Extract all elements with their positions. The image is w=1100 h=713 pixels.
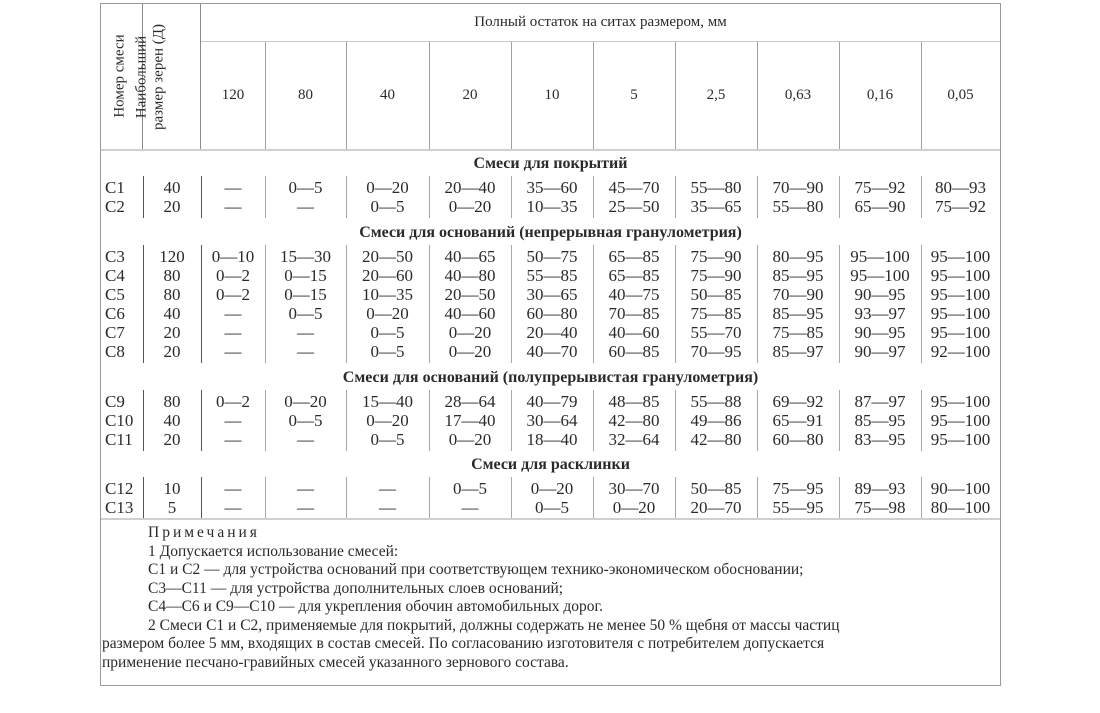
table-row [101, 304, 1000, 323]
header-column-divider [593, 42, 594, 149]
grading-table-document [100, 3, 1001, 686]
residue-range-cell: 70—90 [772, 285, 824, 304]
residue-range-cell: 15—30 [280, 247, 331, 266]
residue-range-cell: 80—100 [930, 498, 991, 517]
residue-range-cell: 75—85 [772, 323, 824, 342]
residue-range-cell: — [224, 323, 242, 342]
header-max-grain-line2: размер зерен (Д) [150, 24, 167, 131]
residue-range-cell: 85—97 [772, 342, 824, 361]
residue-range-cell: — [379, 498, 396, 517]
residue-range-cell: 65—91 [772, 411, 824, 430]
residue-range-cell: — [297, 498, 314, 517]
residue-range-cell: 42—80 [608, 411, 660, 430]
residue-range-cell: 17—40 [444, 411, 496, 430]
column-divider [265, 245, 266, 363]
residue-range-cell: 0—20 [448, 430, 492, 449]
table-row [101, 178, 1000, 197]
header-column-divider [265, 42, 266, 149]
residue-range-cell: — [224, 430, 242, 449]
residue-range-cell: 95—100 [930, 285, 991, 304]
mix-number-cell: С4 [105, 266, 125, 285]
residue-range-cell: — [224, 197, 242, 216]
column-divider [201, 245, 202, 363]
mix-number-cell: С12 [105, 479, 134, 498]
sieve-size-header: 5 [630, 87, 638, 103]
column-divider [201, 390, 202, 451]
residue-range-cell: 20—50 [362, 247, 413, 266]
max-grain-cell: 20 [163, 342, 181, 361]
mix-number-cell: С1 [105, 178, 125, 197]
column-divider [346, 176, 347, 218]
max-grain-cell: 80 [163, 392, 181, 411]
residue-range-cell: 40—60 [608, 323, 660, 342]
residue-range-cell: 15—40 [362, 392, 413, 411]
table-row [101, 197, 1000, 216]
residue-range-cell: 0—20 [366, 178, 409, 197]
residue-range-cell: 60—85 [608, 342, 660, 361]
mix-number-cell: С10 [105, 411, 134, 430]
residue-range-cell: — [224, 479, 242, 498]
residue-range-cell: 95—100 [930, 304, 991, 323]
sieve-size-header: 120 [221, 87, 245, 103]
table-row [101, 247, 1000, 266]
residue-range-cell: 55—95 [772, 498, 824, 517]
column-divider [511, 245, 512, 363]
residue-range-cell: 95—100 [930, 247, 991, 266]
header-sieve-group: Полный остаток на ситах размером, мм [474, 14, 727, 30]
column-divider [757, 176, 758, 218]
note-line: 1 Допускается использование смесей: [148, 542, 399, 560]
residue-range-cell: 92—100 [930, 342, 991, 361]
residue-range-cell: 0—5 [370, 197, 405, 216]
residue-range-cell: 55—70 [690, 323, 742, 342]
table-row [101, 392, 1000, 411]
residue-range-cell: 95—100 [850, 247, 910, 266]
mix-number-cell: С5 [105, 285, 125, 304]
residue-range-cell: 0—20 [448, 323, 492, 342]
table-row [101, 342, 1000, 361]
column-divider [839, 245, 840, 363]
note-line: применение песчано-гравийных смесей указанного зернового состава. [102, 653, 569, 671]
residue-range-cell: 20—40 [444, 178, 496, 197]
residue-range-cell: 0—2 [216, 392, 250, 411]
residue-range-cell: 49—86 [690, 411, 742, 430]
column-divider [265, 477, 266, 519]
note-line: С4—С6 и С9—С10 — для укрепления обочин автомобильных дорог. [148, 598, 604, 615]
residue-range-cell: 55—88 [690, 392, 742, 411]
residue-range-cell: 20—70 [690, 498, 742, 517]
max-grain-cell: 80 [163, 266, 181, 285]
residue-range-cell: 0—5 [370, 430, 405, 449]
residue-range-cell: 40—60 [444, 304, 496, 323]
residue-range-cell: 87—97 [854, 392, 906, 411]
header-column-divider [921, 42, 922, 149]
residue-range-cell: 18—40 [526, 430, 578, 449]
column-divider [511, 176, 512, 218]
note-line: 2 Смеси С1 и С2, применяемые для покрытий, должны содержать не менее 50 % щебня от массы частиц [148, 616, 840, 634]
residue-range-cell: 0—5 [453, 479, 487, 498]
mix-number-cell: С9 [105, 392, 125, 411]
residue-range-cell: — [297, 342, 314, 361]
table-row [101, 266, 1000, 285]
column-divider [593, 245, 594, 363]
residue-range-cell: 35—65 [690, 197, 742, 216]
sieve-size-header: 40 [380, 87, 395, 103]
table-bottom-border [101, 518, 1000, 520]
residue-range-cell: 55—85 [526, 266, 578, 285]
table-row [101, 285, 1000, 304]
residue-range-cell: 60—80 [772, 430, 824, 449]
column-divider [675, 176, 676, 218]
residue-range-cell: 0—5 [370, 323, 405, 342]
residue-range-cell: 95—100 [930, 411, 991, 430]
residue-range-cell: 80—95 [772, 247, 824, 266]
residue-range-cell: 40—70 [526, 342, 578, 361]
residue-range-cell: — [297, 479, 314, 498]
column-divider [143, 477, 144, 519]
residue-range-cell: 40—79 [526, 392, 578, 411]
residue-range-cell: 0—5 [288, 304, 323, 323]
column-divider [429, 477, 430, 519]
residue-range-cell: 80—93 [935, 178, 986, 197]
max-grain-cell: 10 [163, 479, 181, 498]
residue-range-cell: 95—100 [930, 266, 991, 285]
residue-range-cell: 75—98 [854, 498, 906, 517]
residue-range-cell: 85—95 [854, 411, 906, 430]
sieve-size-header: 20 [462, 87, 478, 103]
residue-range-cell: 0—20 [284, 392, 327, 411]
residue-range-cell: 25—50 [608, 197, 660, 216]
header-max-grain-line1: Наибольший [133, 35, 150, 119]
residue-range-cell: 75—92 [935, 197, 986, 216]
column-divider [921, 176, 922, 218]
section-title: Смеси для оснований (полупрерывистая гранулометрия) [342, 369, 759, 386]
residue-range-cell: 0—2 [216, 266, 250, 285]
residue-range-cell: 95—100 [930, 392, 991, 411]
residue-range-cell: 40—80 [444, 266, 496, 285]
residue-range-cell: 75—90 [690, 247, 742, 266]
max-grain-cell: 5 [167, 498, 177, 517]
residue-range-cell: 89—93 [854, 479, 906, 498]
column-divider [511, 390, 512, 451]
column-divider [921, 245, 922, 363]
residue-range-cell: 10—35 [526, 197, 578, 216]
section-title: Смеси для оснований (непрерывная гранулометрия) [359, 224, 742, 241]
residue-range-cell: 90—100 [930, 479, 991, 498]
residue-range-cell: 30—65 [526, 285, 578, 304]
residue-range-cell: 55—80 [772, 197, 824, 216]
residue-range-cell: 45—70 [608, 178, 660, 197]
column-divider [346, 477, 347, 519]
residue-range-cell: — [297, 430, 314, 449]
residue-range-cell: 85—95 [772, 266, 824, 285]
sieve-size-header: 0,05 [947, 87, 974, 103]
column-divider [429, 245, 430, 363]
residue-range-cell: 48—85 [608, 392, 660, 411]
column-divider [757, 390, 758, 451]
mix-number-cell: С3 [105, 247, 125, 266]
column-divider [429, 176, 430, 218]
mix-number-cell: С13 [105, 498, 134, 517]
sieve-size-header: 10 [544, 87, 560, 103]
residue-range-cell: — [379, 479, 396, 498]
residue-range-cell: 70—90 [772, 178, 824, 197]
sieve-size-header: 2,5 [706, 87, 726, 103]
residue-range-cell: 20—40 [526, 323, 578, 342]
max-grain-cell: 20 [163, 430, 181, 449]
residue-range-cell: 0—5 [288, 178, 323, 197]
column-divider [143, 245, 144, 363]
column-divider [511, 477, 512, 519]
residue-range-cell: — [297, 197, 314, 216]
residue-range-cell: 85—95 [772, 304, 824, 323]
notes-block [101, 524, 1000, 672]
notes-heading: Примечания [148, 524, 260, 541]
residue-range-cell: 20—60 [362, 266, 413, 285]
residue-range-cell: 65—90 [854, 197, 906, 216]
column-divider [593, 390, 594, 451]
column-divider [921, 390, 922, 451]
mix-number-cell: С8 [105, 342, 125, 361]
column-divider [593, 477, 594, 519]
header-mix-number: Номер смеси [111, 34, 128, 118]
residue-range-cell: 30—70 [608, 479, 660, 498]
header-column-divider [675, 42, 676, 149]
residue-range-cell: 55—80 [690, 178, 742, 197]
mix-number-cell: С6 [105, 304, 125, 323]
note-line: С1 и С2 — для устройства оснований при соответствующем технико-экономическом обосновании; [148, 561, 804, 578]
residue-range-cell: 0—5 [535, 498, 569, 517]
residue-range-cell: 65—85 [608, 266, 660, 285]
residue-range-cell: 0—15 [284, 266, 327, 285]
residue-range-cell: — [224, 411, 242, 430]
note-line: размером более 5 мм, входящих в состав смесей. По согласованию изготовителя с потребителем допускается [102, 635, 825, 652]
header-column-divider [511, 42, 512, 149]
section-title: Смеси для покрытий [473, 155, 628, 172]
table-row [101, 498, 1000, 517]
residue-range-cell: 35—60 [526, 178, 578, 197]
mix-number-cell: С7 [105, 323, 125, 342]
residue-range-cell: — [224, 342, 242, 361]
header-column-divider [757, 42, 758, 149]
residue-range-cell: 40—65 [444, 247, 496, 266]
table-row [101, 323, 1000, 342]
residue-range-cell: 28—64 [444, 392, 496, 411]
sieve-size-header: 80 [298, 87, 313, 103]
max-grain-cell: 40 [163, 304, 181, 323]
column-divider [921, 477, 922, 519]
residue-range-cell: 0—20 [612, 498, 656, 517]
column-divider [839, 477, 840, 519]
column-divider [675, 245, 676, 363]
residue-range-cell: 50—75 [526, 247, 578, 266]
residue-range-cell: 60—80 [526, 304, 578, 323]
residue-range-cell: 40—75 [608, 285, 660, 304]
residue-range-cell: 90—95 [854, 285, 906, 304]
residue-range-cell: 90—95 [854, 323, 906, 342]
residue-range-cell: 30—64 [526, 411, 578, 430]
residue-range-cell: 70—85 [608, 304, 660, 323]
residue-range-cell: 95—100 [930, 323, 991, 342]
header-bottom-border [101, 149, 1000, 151]
max-grain-cell: 40 [163, 178, 181, 197]
column-divider [346, 390, 347, 451]
sieve-size-header: 0,63 [784, 87, 812, 103]
residue-range-cell: 75—90 [690, 266, 742, 285]
max-grain-cell: 20 [163, 197, 181, 216]
residue-range-cell: 10—35 [362, 285, 413, 304]
column-divider [201, 477, 202, 519]
column-divider [675, 390, 676, 451]
residue-range-cell: 95—100 [930, 430, 991, 449]
residue-range-cell: 93—97 [854, 304, 906, 323]
column-divider [593, 176, 594, 218]
residue-range-cell: 95—100 [850, 266, 910, 285]
residue-range-cell: 0—15 [284, 285, 327, 304]
residue-range-cell: — [297, 323, 314, 342]
column-divider [143, 176, 144, 218]
mix-number-cell: С11 [105, 430, 133, 449]
residue-range-cell: 50—85 [690, 285, 742, 304]
mix-number-cell: С2 [105, 197, 125, 216]
column-divider [346, 245, 347, 363]
residue-range-cell: 32—64 [608, 430, 660, 449]
table-row [101, 411, 1000, 430]
residue-range-cell: — [461, 498, 479, 517]
residue-range-cell: 42—80 [690, 430, 742, 449]
column-divider [265, 176, 266, 218]
residue-range-cell: 0—20 [448, 197, 492, 216]
header-column-divider [429, 42, 430, 149]
residue-range-cell: 75—85 [690, 304, 742, 323]
column-divider [429, 390, 430, 451]
max-grain-cell: 80 [163, 285, 181, 304]
header-max-grain-size [134, 5, 170, 150]
residue-range-cell: — [224, 178, 242, 197]
residue-range-cell: 0—2 [216, 285, 250, 304]
column-divider [675, 477, 676, 519]
residue-range-cell: 75—95 [772, 479, 824, 498]
column-divider [265, 390, 266, 451]
residue-range-cell: 0—10 [211, 247, 255, 266]
note-line: С3—С11 — для устройства дополнительных слоев оснований; [148, 579, 564, 597]
residue-range-cell: 0—20 [448, 342, 492, 361]
column-divider [201, 176, 202, 218]
max-grain-cell: 40 [163, 411, 181, 430]
residue-range-cell: 70—95 [690, 342, 742, 361]
residue-range-cell: 75—92 [854, 178, 906, 197]
column-divider [757, 477, 758, 519]
max-grain-cell: 20 [163, 323, 181, 342]
residue-range-cell: 0—5 [288, 411, 323, 430]
header-column-divider [346, 42, 347, 149]
residue-range-cell: 69—92 [772, 392, 824, 411]
residue-range-cell: 90—97 [854, 342, 906, 361]
section-title: Смеси для расклинки [471, 456, 630, 473]
residue-range-cell: 0—20 [366, 411, 409, 430]
residue-range-cell: 0—20 [366, 304, 409, 323]
column-divider [839, 176, 840, 218]
residue-range-cell: 50—85 [690, 479, 742, 498]
column-divider [757, 245, 758, 363]
residue-range-cell: 83—95 [854, 430, 906, 449]
residue-range-cell: 20—50 [444, 285, 496, 304]
sieve-size-header: 0,16 [866, 87, 894, 103]
table-row [101, 479, 1000, 498]
header-column-divider [839, 42, 840, 149]
column-divider [839, 390, 840, 451]
residue-range-cell: 0—5 [370, 342, 405, 361]
residue-range-cell: — [224, 304, 242, 323]
table-row [101, 430, 1000, 449]
residue-range-cell: — [224, 498, 242, 517]
residue-range-cell: 0—20 [530, 479, 574, 498]
max-grain-cell: 120 [159, 247, 185, 266]
column-divider [143, 390, 144, 451]
residue-range-cell: 65—85 [608, 247, 660, 266]
